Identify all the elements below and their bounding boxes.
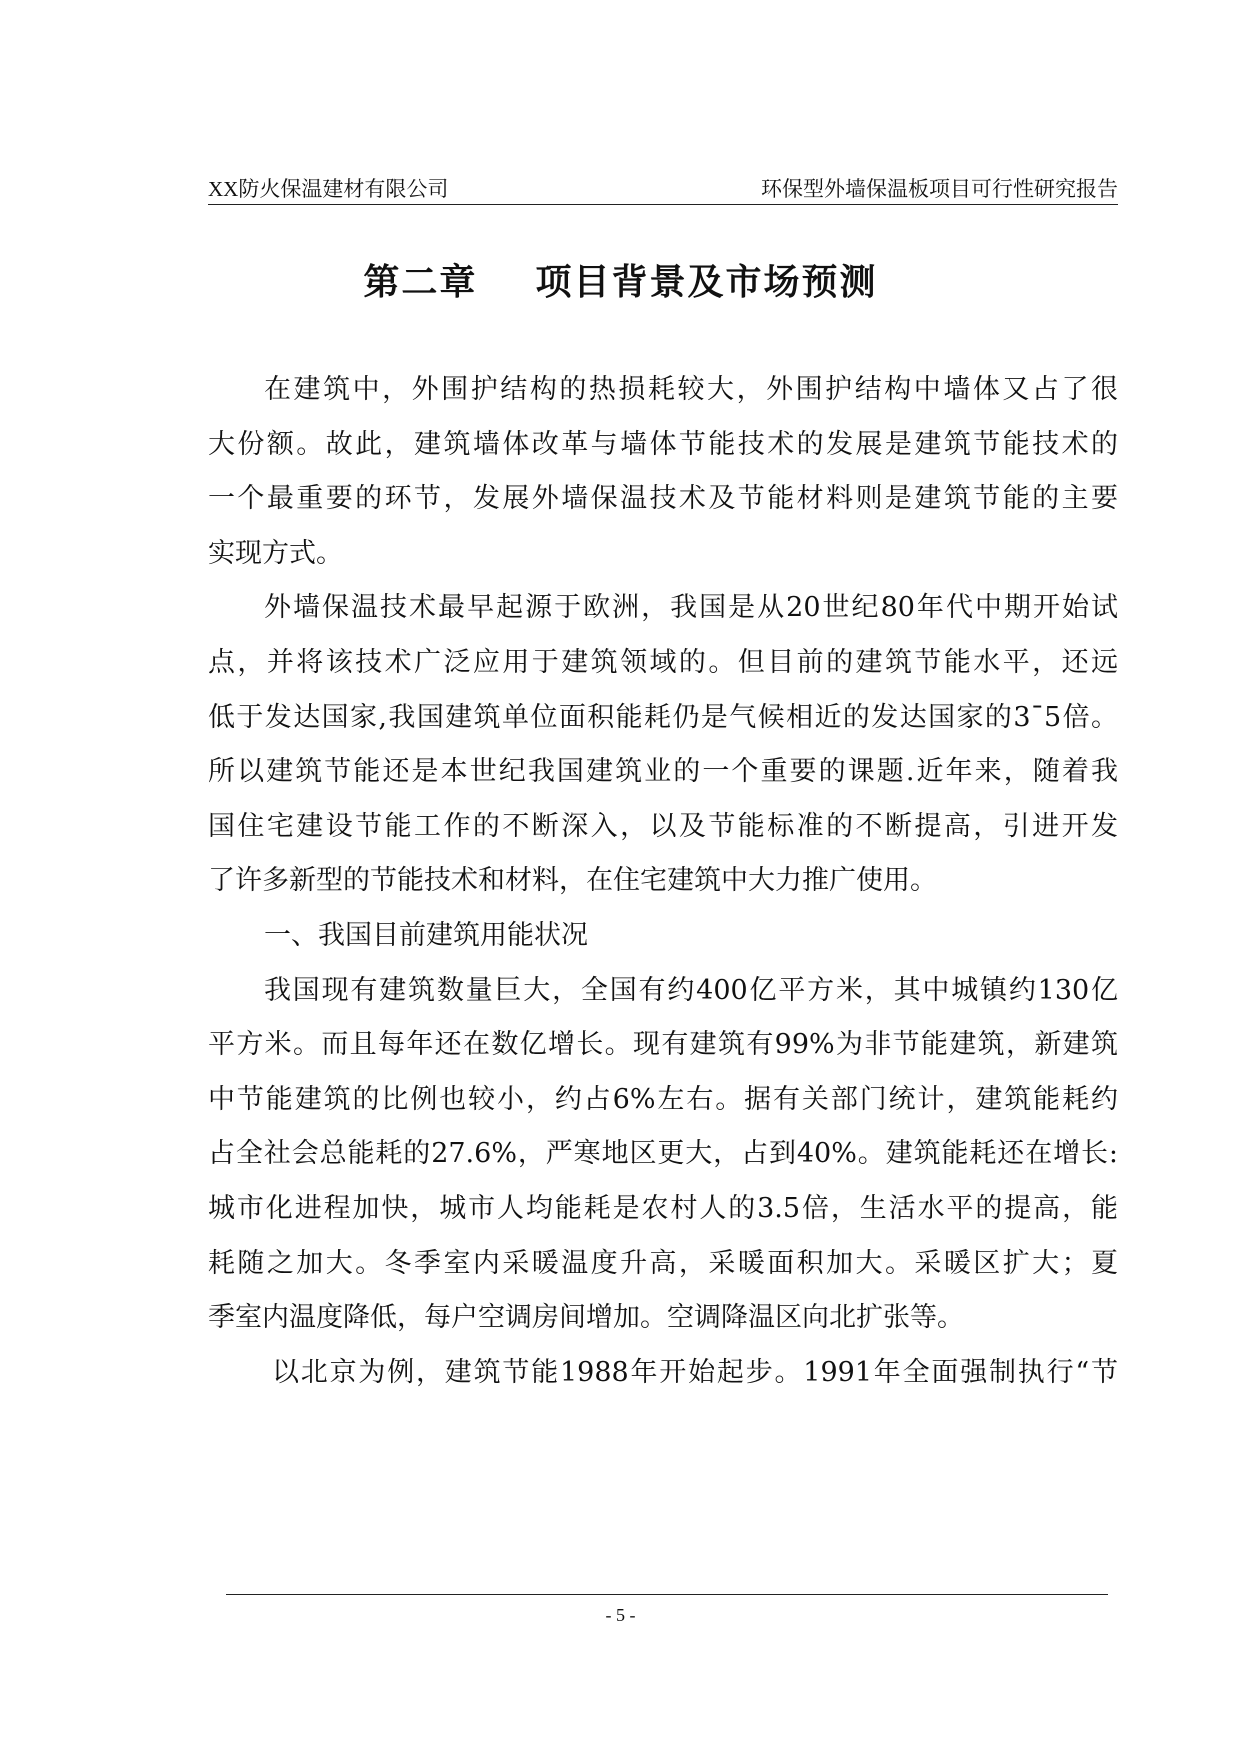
paragraph-line: 所以建筑节能还是本世纪我国建筑业的一个重要的课题.近年来，随着我	[208, 756, 1118, 788]
paragraph-line: 外墙保温技术最早起源于欧洲，我国是从20世纪80年代中期开始试	[264, 592, 1118, 624]
paragraph-line: 城市化进程加快，城市人均能耗是农村人的3.5倍，生活水平的提高，能	[208, 1192, 1118, 1224]
footer-divider	[226, 1594, 1108, 1595]
page-header	[208, 176, 1118, 205]
chapter-title: 第二章 项目背景及市场预测	[363, 262, 878, 303]
paragraph-line: 平方米。而且每年还在数亿增长。现有建筑有99%为非节能建筑，新建筑	[208, 1029, 1118, 1061]
body-text	[208, 363, 1118, 1400]
paragraph-line: 实现方式。	[208, 537, 343, 569]
paragraph-line: 中节能建筑的比例也较小，约占6%左右。据有关部门统计，建筑能耗约	[208, 1083, 1118, 1115]
paragraph-line: 在建筑中，外围护结构的热损耗较大，外围护结构中墙体又占了很	[264, 374, 1118, 405]
header-company-name: XX防火保温建材有限公司	[208, 177, 449, 201]
paragraph-line: 低于发达国家,我国建筑单位面积能耗仍是气候相近的发达国家的3¯5倍。	[208, 701, 1118, 733]
page-number: - 5 -	[605, 1605, 636, 1625]
paragraph-line: 了许多新型的节能技术和材料，在住宅建筑中大力推广使用。	[208, 865, 937, 897]
header-report-title: 环保型外墙保温板项目可行性研究报告	[761, 177, 1118, 201]
paragraph-line: 大份额。故此，建筑墙体改革与墙体节能技术的发展是建筑节能技术的	[208, 428, 1118, 460]
paragraph-line: 季室内温度降低，每户空调房间增加。空调降温区向北扩张等。	[208, 1302, 964, 1334]
paragraph-line: 以北京为例，建筑节能1988年开始起步。1991年全面强制执行“节	[272, 1356, 1118, 1388]
section-heading: 一、我国目前建筑用能状况	[264, 919, 588, 951]
paragraph-line: 一个最重要的环节，发展外墙保温技术及节能材料则是建筑节能的主要	[208, 483, 1118, 515]
paragraph-line: 我国现有建筑数量巨大，全国有约400亿平方米，其中城镇约130亿	[264, 974, 1118, 1006]
paragraph-line: 占全社会总能耗的27.6%，严寒地区更大，占到40%。建筑能耗还在增长:	[208, 1138, 1118, 1170]
paragraph-line: 耗随之加大。冬季室内采暖温度升高，采暖面积加大。采暖区扩大；夏	[208, 1247, 1118, 1279]
paragraph-line: 点，并将该技术广泛应用于建筑领域的。但目前的建筑节能水平，还远	[208, 646, 1118, 678]
paragraph-line: 国住宅建设节能工作的不断深入，以及节能标准的不断提高，引进开发	[208, 810, 1118, 842]
